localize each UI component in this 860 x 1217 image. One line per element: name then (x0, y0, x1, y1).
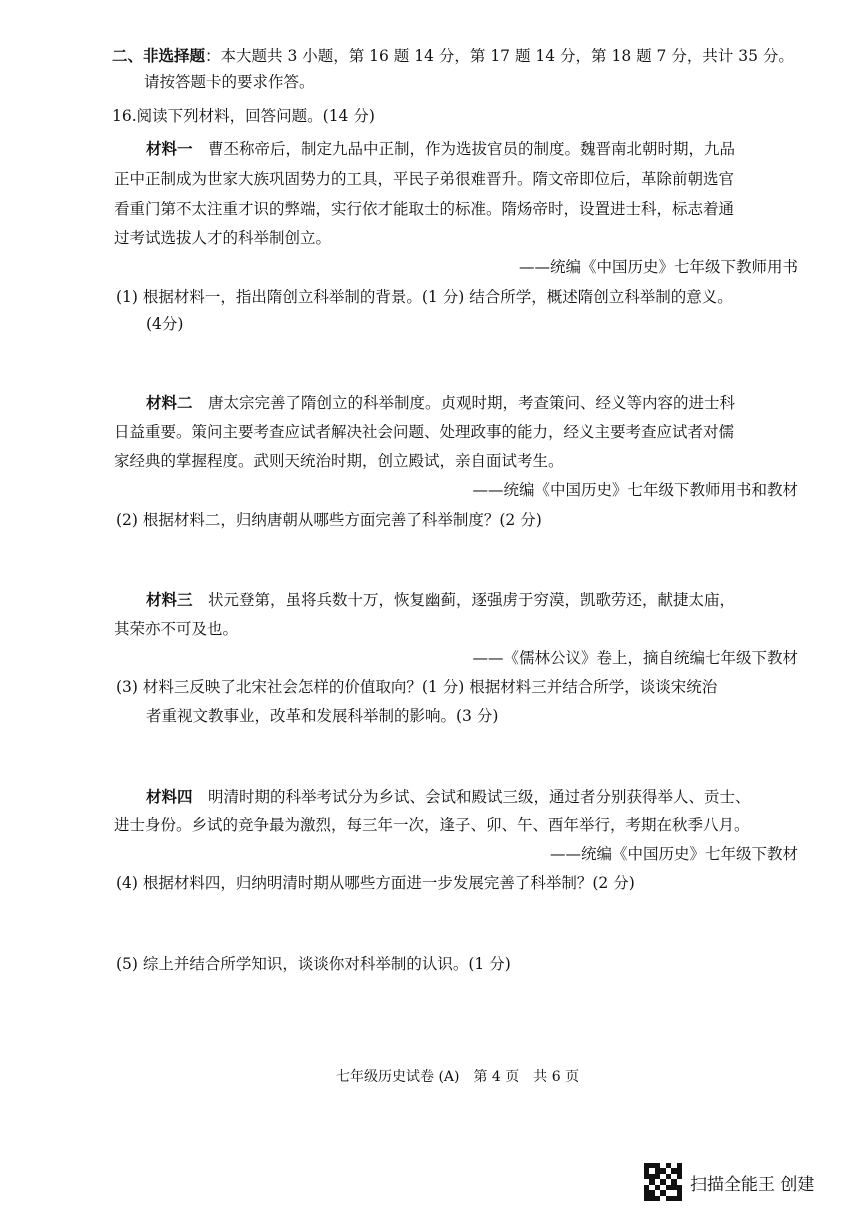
watermark-text: 扫描全能王 创建 (690, 1174, 815, 1195)
material-4-line-1 (146, 787, 751, 807)
question-16-2: (2) 根据材料二，归纳唐朝从哪些方面完善了科举制度？(2 分) (116, 511, 542, 529)
material-2-line-3: 家经典的掌握程度。武则天统治时期，创立殿试，亲自面试考生。 (114, 452, 564, 470)
material-1-source: ——统编《中国历史》七年级下教师用书 (518, 258, 798, 276)
material-1-text: 曹丕称帝后，制定九品中正制，作为选拔官员的制度。魏晋南北朝时期，九品 (208, 140, 736, 158)
material-3-label: 材料三 (146, 590, 193, 609)
question-16-1-score: (4分) (146, 315, 184, 333)
material-4-source: ——统编《中国历史》七年级下教材 (549, 845, 798, 863)
question-16-5: (5) 综上并结合所学知识，谈谈你对科举制的认识。(1 分) (116, 955, 511, 973)
material-1-label: 材料一 (146, 139, 193, 158)
material-1-line-3: 看重门第不太注重才识的弊端，实行依才能取士的标准。隋炀帝时，设置进士科，标志着通 (114, 200, 735, 218)
section-heading-text: ：本大题共 3 小题，第 16 题 14 分，第 17 题 14 分，第 18 题 7 分，共计 35 分。 (205, 47, 794, 65)
scanner-watermark (644, 1163, 814, 1201)
section-heading (112, 46, 794, 66)
material-1-line-4: 过考试选拔人才的科举制创立。 (114, 229, 332, 247)
question-16-3-cont: 者重视文教事业，改革和发展科举制的影响。(3 分) (146, 707, 499, 725)
material-2-text: 唐太宗完善了隋创立的科举制度。贞观时期，考查策问、经义等内容的进士科 (208, 394, 736, 412)
page-footer: 七年级历史试卷 (A) 第 4 页 共 6 页 (336, 1069, 580, 1085)
material-1-line-1 (146, 139, 735, 159)
material-2-label: 材料二 (146, 393, 193, 412)
material-3-line-1 (146, 590, 735, 610)
section-instruction: 请按答题卡的要求作答。 (144, 73, 315, 91)
question-16-4: (4) 根据材料四，归纳明清时期从哪些方面进一步发展完善了科举制？(2 分) (116, 874, 635, 892)
material-4-label: 材料四 (146, 787, 193, 806)
section-heading-label: 二、非选择题 (112, 46, 206, 65)
material-3-source: ——《儒林公议》卷上，摘自统编七年级下教材 (472, 649, 798, 667)
material-1-line-2: 正中正制成为世家大族巩固势力的工具，平民子弟很难晋升。隋文帝即位后，革除前朝选官 (114, 170, 735, 188)
question-16-3: (3) 材料三反映了北宋社会怎样的价值取向？(1 分) 根据材料三并结合所学，谈谈宋统治 (116, 678, 718, 696)
material-2-line-2: 日益重要。策问主要考查应试者解决社会问题、处理政事的能力，经义主要考查应试者对儒 (114, 423, 735, 441)
material-3-line-2: 其荣亦不可及也。 (114, 620, 239, 638)
qr-code-icon (644, 1163, 682, 1201)
material-2-line-1 (146, 393, 735, 413)
material-4-text: 明清时期的科举考试分为乡试、会试和殿试三级，通过者分别获得举人、贡士、 (208, 788, 751, 806)
material-3-text: 状元登第，虽将兵数十万，恢复幽蓟，逐强虏于穷漠，凯歌劳还，献捷太庙， (208, 591, 736, 609)
material-2-source: ——统编《中国历史》七年级下教师用书和教材 (472, 481, 798, 499)
question-16-title: 16.阅读下列材料，回答问题。(14 分) (112, 107, 375, 125)
question-16-1: (1) 根据材料一，指出隋创立科举制的背景。(1 分) 结合所学，概述隋创立科举制的意义。 (116, 288, 733, 306)
material-4-line-2: 进士身份。乡试的竞争最为激烈，每三年一次，逢子、卯、午、酉年举行，考期在秋季八月。 (114, 816, 750, 834)
